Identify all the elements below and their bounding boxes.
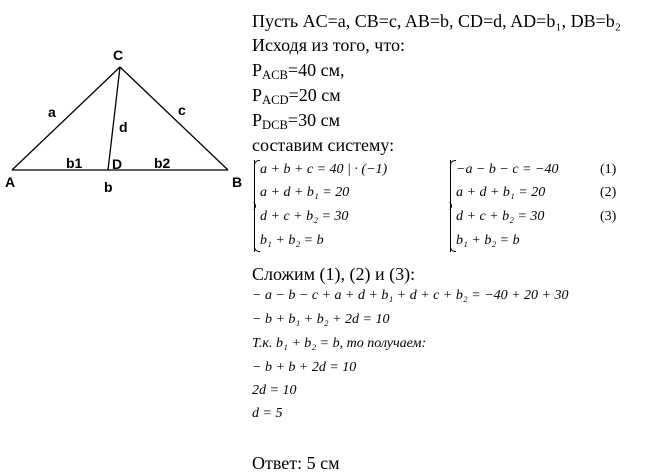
side-c-label: c — [178, 102, 186, 118]
side-cb — [120, 67, 228, 170]
vertex-a-label: A — [5, 174, 16, 190]
perimeter-acb-value: =40 см, — [287, 60, 345, 80]
system-left-brace — [254, 160, 259, 252]
solution-step-6: d = 5 — [252, 406, 283, 421]
solution-step-1: − a − b − c + a + d + b₁ + d + c + b₂ = −40 + 20 + 30 — [252, 288, 569, 303]
system-right-eq-4: b₁ + b₂ = b — [456, 233, 520, 248]
system-left-eq-1: a + b + c = 40 | · (−1) — [260, 162, 388, 177]
intro-line-6: составим систему: — [252, 135, 395, 155]
intro-line-2: Исходя из того, что: — [252, 35, 405, 55]
system-right-brace — [450, 160, 455, 252]
system-right-eq-1: −a − b − c = −40 — [456, 162, 559, 177]
vertex-c-label: C — [113, 47, 124, 63]
system-left-eq-3: d + c + b₂ = 30 — [260, 209, 349, 224]
perimeter-dcb-subscript: DCB — [262, 118, 288, 133]
perimeter-dcb-label: P — [252, 110, 263, 130]
equation-number-1: (1) — [600, 162, 617, 177]
solution-step-2: − b + b₁ + b₂ + 2d = 10 — [252, 312, 390, 327]
side-a-label: a — [48, 104, 56, 120]
answer-text: Ответ: 5 см — [252, 453, 340, 473]
side-b-label: b — [104, 179, 113, 195]
perimeter-acb — [252, 61, 344, 82]
solution-heading: Сложим (1), (2) и (3): — [252, 264, 416, 284]
side-b2-label: b2 — [154, 155, 171, 171]
system-left-eq-2: a + d + b₁ = 20 — [260, 185, 350, 200]
side-b1-label: b1 — [66, 155, 83, 171]
perimeter-acb-label: P — [252, 60, 263, 80]
system-right-eq-2: a + d + b₁ = 20 — [456, 185, 546, 200]
solution-step-3: Т.к. b₁ + b₂ = b, то получаем: — [252, 336, 427, 351]
perimeter-acd-value: =20 см — [288, 85, 341, 105]
system-right-eq-3: d + c + b₂ = 30 — [456, 209, 545, 224]
vertex-b-label: B — [232, 174, 243, 190]
vertex-d-label: D — [112, 156, 123, 172]
solution-step-4: − b + b + 2d = 10 — [252, 360, 357, 375]
equation-number-3: (3) — [600, 209, 617, 224]
triangle-figure — [0, 0, 245, 200]
equation-number-2: (2) — [600, 185, 617, 200]
solution-step-5: 2d = 10 — [252, 383, 297, 398]
side-d-label: d — [119, 119, 128, 135]
perimeter-dcb — [252, 111, 340, 132]
intro-line-1: Пусть AC=a, CB=c, AB=b, CD=d, AD=b₁, DB=b₂ — [252, 11, 622, 31]
perimeter-acd-subscript: ACD — [262, 93, 289, 108]
system-left-eq-4: b₁ + b₂ = b — [260, 233, 324, 248]
perimeter-dcb-value: =30 см — [287, 110, 340, 130]
perimeter-acb-subscript: ACB — [262, 68, 288, 83]
perimeter-acd — [252, 86, 341, 107]
perimeter-acd-label: P — [252, 85, 263, 105]
